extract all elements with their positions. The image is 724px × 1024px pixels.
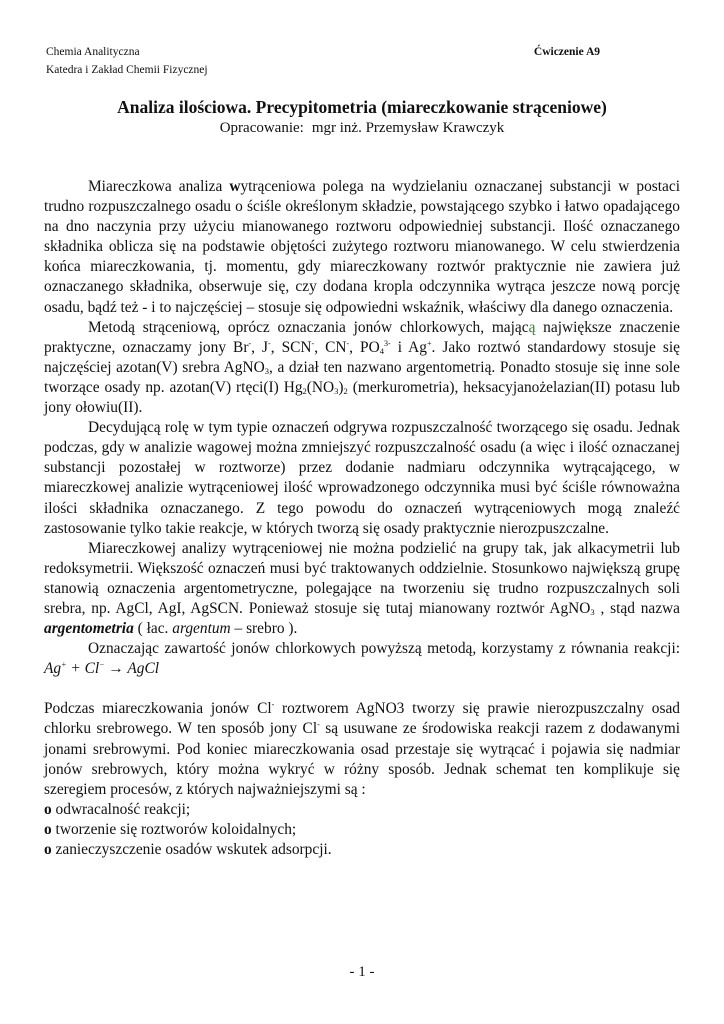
p4-text-d: – srebro ). (230, 620, 298, 638)
p6-text-a: Podczas miareczkowania jonów Cl (44, 700, 272, 718)
p2-text-f: i Ag (390, 338, 427, 356)
p5-text-a: Oznaczając zawartość jonów chlorkowych powyższą metodą, korzystamy z równania reakcji: (88, 640, 680, 658)
br-charge: - (248, 338, 252, 348)
author-name: mgr inż. Przemysław Krawczyk (311, 120, 505, 136)
eq-ag-charge: + (61, 660, 67, 670)
p2-text-a: Metodą strąceniową, oprócz oznaczania jonów chlorkowych, mając (88, 318, 529, 336)
paragraph-2 (44, 318, 680, 418)
cl-charge-2: - (317, 720, 320, 730)
p4-text-b: , stąd nazwa (594, 599, 680, 617)
p2-text-e: , PO (349, 338, 380, 356)
p4-text-a: Miareczkowej analizy wytrąceniowej nie można podzielić na grupy tak, jak alkacymetrii lub redoksymetrii. Większość oznaczeń musi być traktowanych oddzielnie. Stosunkowo największą grupę stanowią oznaczenia argentometryczne, polegające na tworzeniu się trudno rozpuszczalnych soli srebra, np. AgCl, AgI, AgSCN. Ponieważ stosuje się tutaj mianowany roztwór AgNO (44, 539, 680, 617)
p2-green-letter: ą (528, 318, 536, 336)
bullet-text: odwracalność reakcji; (51, 800, 191, 818)
eq-cl: Cl (84, 660, 100, 678)
agno3-subscript: 3 (264, 365, 269, 376)
reaction-equation (44, 660, 159, 677)
p2-text-d: , CN (314, 338, 347, 356)
p2-text-g: . Jako roztwó standardowy stosuje się najczęściej azotan(V) srebra AgNO (44, 338, 681, 376)
bullet-text: tworzenie się roztworów koloidalnych; (51, 820, 297, 838)
p2-text-j: ) (338, 378, 344, 396)
cl-charge-1: - (271, 700, 275, 710)
hg2-subscript: 2 (302, 385, 307, 396)
eq-cl-charge: − (99, 660, 105, 670)
p1-bold-w: w (229, 178, 241, 195)
eq-agcl: AgCl (127, 660, 160, 678)
p4-text-c: ( łac. (133, 620, 173, 638)
latin-term: argentum (172, 620, 231, 638)
author-label: Opracowanie: (219, 120, 304, 136)
page-number: - 1 - (349, 964, 375, 980)
p2-text-a2: największe znaczenie praktyczne, oznaczamy jony Br (44, 318, 680, 356)
header-course: Chemia Analityczna (46, 46, 140, 58)
paragraph-4 (44, 539, 680, 639)
list-item (44, 820, 680, 840)
document-body (44, 177, 680, 860)
paragraph-5 (44, 639, 680, 679)
header-department: Katedra i Zakład Chemii Fizycznej (46, 64, 208, 76)
bullet-text: zanieczyszczenie osadów wskutek adsorpcji. (51, 841, 332, 858)
p2-text-h: , a dział ten nazwano argentometrią. Ponadto stosuje się inne sole tworzące osady np. azotan(V) rtęci(I) Hg (44, 358, 680, 396)
no3-subscript: 3 (334, 385, 339, 396)
bullet-marker: o (44, 841, 52, 858)
p2-text-b: , J (251, 338, 269, 356)
argentometria-term: argentometria (44, 620, 134, 638)
p6-text-b: roztworem AgNO3 tworzy się prawie nierozpuszczalny osad chlorku srebrowego. W ten sposób jony Cl (44, 700, 680, 738)
po4-charge: 3- (383, 338, 391, 348)
list-item (44, 800, 680, 820)
p2-text-i: (NO (306, 378, 335, 396)
p1-text-b: ytrąceniowa polega na wydzielaniu oznaczanej substancji w postaci trudno rozpuszczalnego osadu o ściśle określonym składzie, powstającego szybko i łatwo opadającego na dno naczynia przy użyciu mianowanego roztworu odpowiedniej substancji. Ilość oznaczanego składnika oblicza się na podstawie objętości zużytego roztworu mianowanego. W celu stwierdzenia końca miareczkowania, tj. momentu, gdy miareczkowany roztwór praktycznie nie zawiera już oznaczanego składnika, obserwuje się, czy dodana kropla odczynnika wytrąca jeszcze nową porcję osadu, bądź też - i to najczęściej – stosuje się odpowiedni wskaźnik, właściwy dla danego oznaczenia. (44, 178, 680, 316)
p1-text-a: Miareczkowa analiza (88, 178, 230, 195)
scn-charge: - (311, 338, 315, 348)
agno3-subscript-2: 3 (590, 606, 595, 617)
j-charge: - (268, 338, 271, 348)
bullet-marker: o (44, 820, 52, 838)
header-exercise: Ćwiczenie A9 (533, 46, 600, 58)
paragraph-3: Decydującą rolę w tym typie oznaczeń odgrywa rozpuszczalność tworzącego się osadu. Jednak podczas, gdy w analizie wagowej można zmniejszyć rozpuszczalność osadu (a więc i ilość oznaczanej substancji pozostałej w roztworze) przez dodanie nadmiaru odczynnika wytrącającego, w miareczkowej analizie wytrąceniowej ilość wprowadzonego odczynnika musi być ściśle równoważna ilości składnika oznaczanego. Z tego powodu do oznaczeń wytrąceniowych mogą znaleźć zastosowanie tylko takie reakcje, w których tworzą się osady praktycznie nierozpuszczalne. (44, 419, 680, 537)
eq-plus: + (66, 660, 85, 678)
p2-text-c: , SCN (270, 338, 312, 356)
p2-text-k: (merkurometria), heksacyjanożelazian(II) potasu lub jony ołowiu(II). (44, 378, 681, 417)
paragraph-6 (44, 699, 680, 799)
page-title: Analiza ilościowa. Precypitometria (miareczkowanie strąceniowe) (117, 97, 607, 117)
author-line (0, 120, 724, 137)
header-left (46, 43, 208, 79)
cn-charge: - (346, 338, 350, 348)
bullet-marker: o (44, 800, 52, 818)
ag-charge: + (426, 338, 432, 348)
paragraph-1 (44, 177, 680, 318)
list-item (44, 840, 680, 860)
eq-arrow: → (104, 660, 128, 678)
po4-subscript: 4 (379, 345, 384, 356)
p6-text-c: są usuwane ze środowiska reakcji razem z dodawanymi jonami srebrowymi. Pod koniec miareczkowania osad przestaje się wytrącać i pojawia się nadmiar jonów srebrowych, który można wykryć w różny sposób. Jednak schemat ten komplikuje się szeregiem procesów, z których najważniejszymi są : (44, 720, 680, 798)
eq-ag: Ag (44, 660, 62, 678)
no3-2-subscript: 2 (343, 385, 348, 396)
